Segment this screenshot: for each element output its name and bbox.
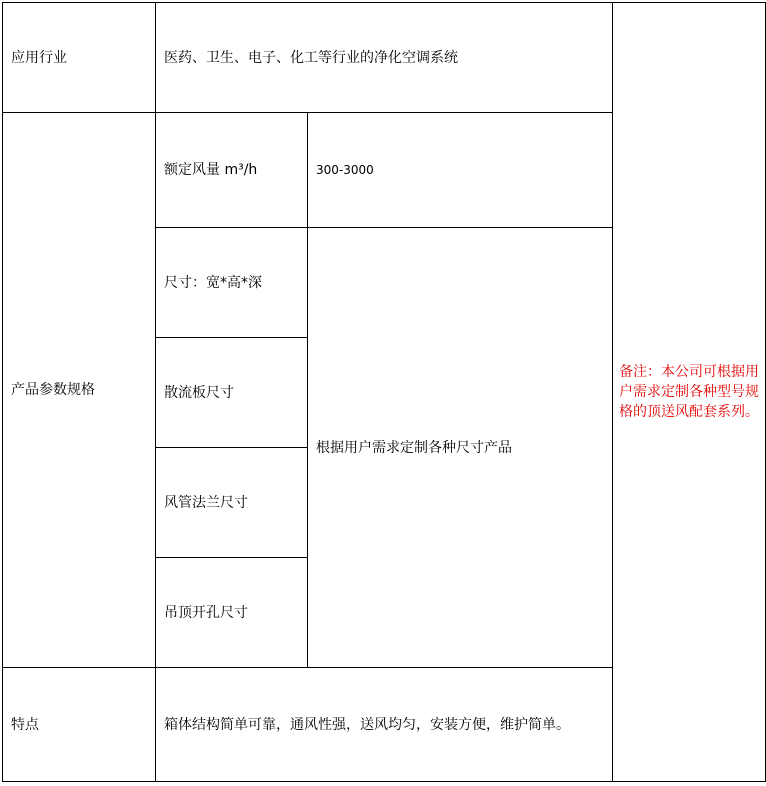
airflow-label: 额定风量 m³/h <box>156 113 308 228</box>
features-label: 特点 <box>3 668 156 782</box>
size-label: 尺寸：宽*高*深 <box>156 228 308 338</box>
airflow-value: 300-3000 <box>308 113 613 228</box>
product-spec-table <box>2 2 766 782</box>
industry-label: 应用行业 <box>3 3 156 113</box>
ceiling-hole-label: 吊顶开孔尺寸 <box>156 558 308 668</box>
diffuser-label: 散流板尺寸 <box>156 338 308 448</box>
note-cell: 备注：本公司可根据用户需求定制各种型号规格的顶送风配套系列。 <box>613 3 766 782</box>
industry-value: 医药、卫生、电子、化工等行业的净化空调系统 <box>156 3 613 113</box>
table-row-industry <box>3 3 766 113</box>
flange-label: 风管法兰尺寸 <box>156 448 308 558</box>
custom-value: 根据用户需求定制各种尺寸产品 <box>308 228 613 668</box>
features-value: 箱体结构简单可靠，通风性强，送风均匀，安装方便，维护简单。 <box>156 668 613 782</box>
spec-label: 产品参数规格 <box>3 113 156 668</box>
